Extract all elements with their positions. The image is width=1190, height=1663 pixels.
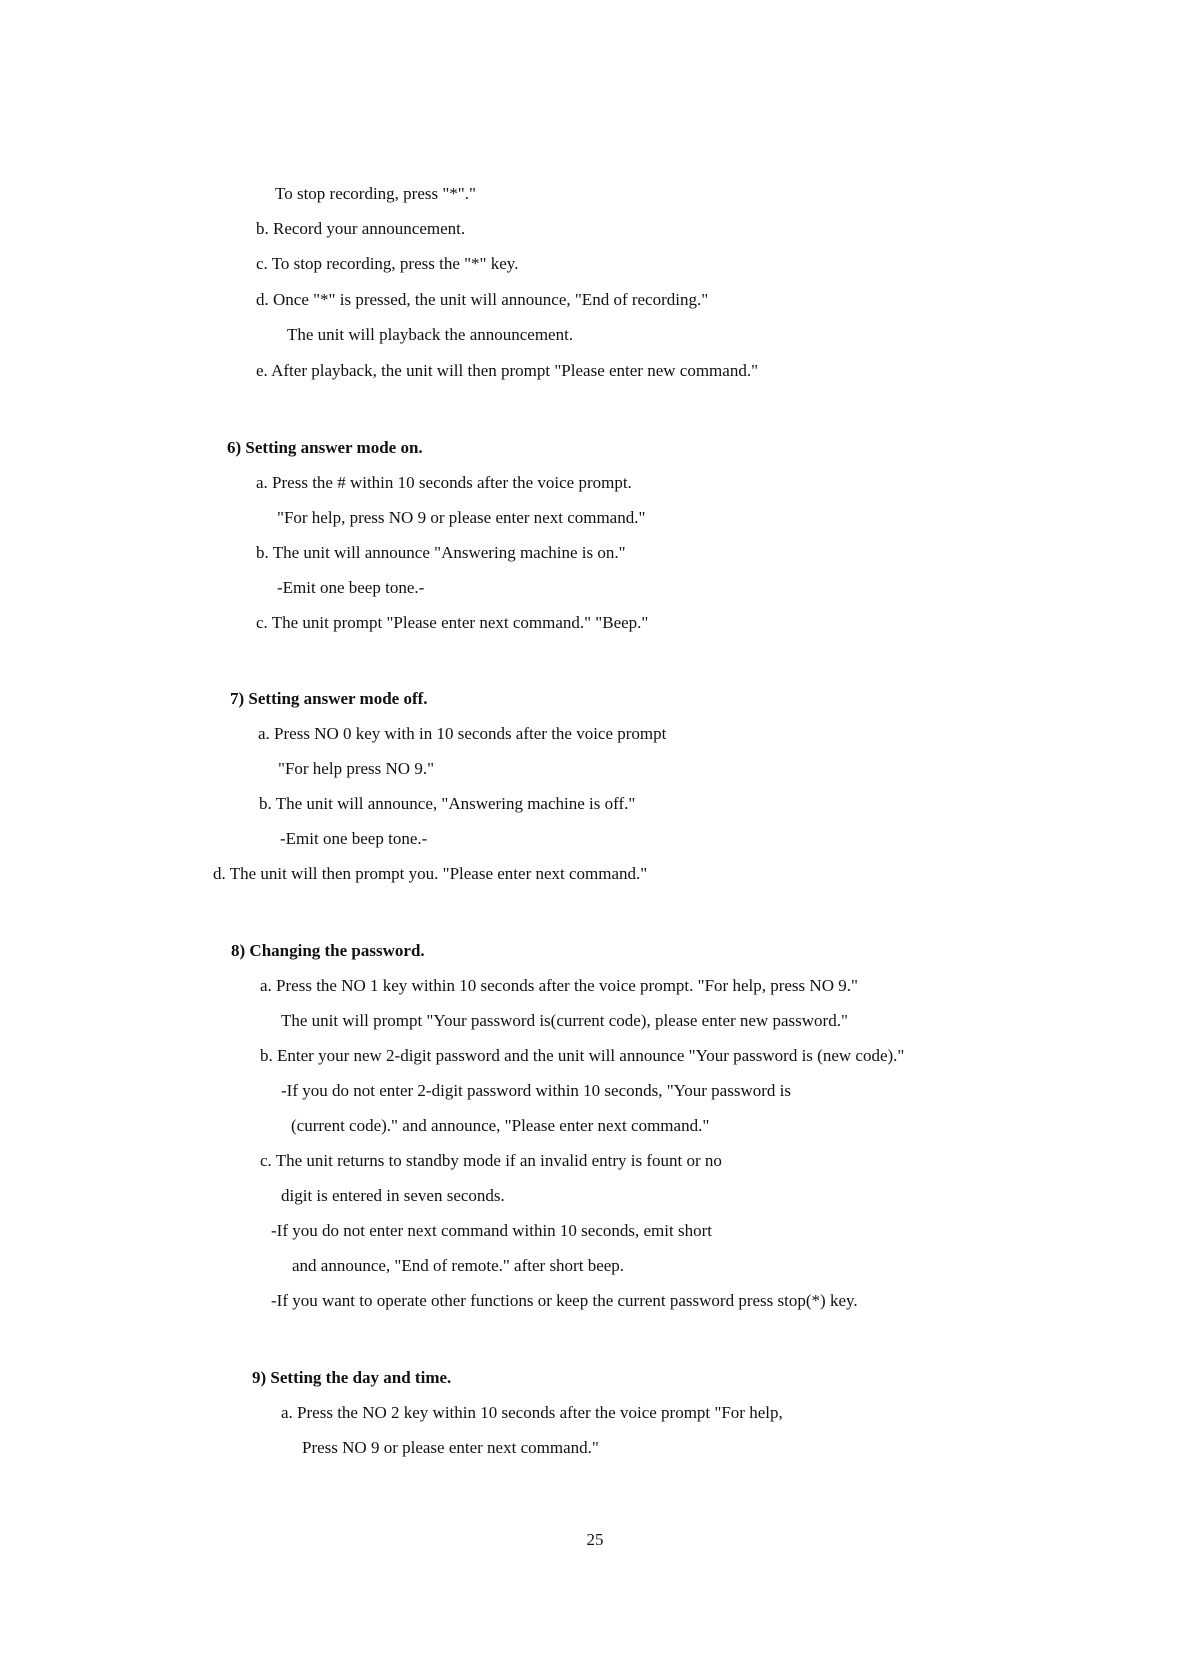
intro-line-1: To stop recording, press "*"." [275, 184, 476, 203]
section-8-item-c-cont-2: -If you do not enter next command within 10 seconds, emit short [271, 1221, 712, 1240]
section-6-item-b-cont: -Emit one beep tone.- [277, 578, 425, 597]
intro-item-b: b. Record your announcement. [256, 219, 466, 238]
section-6-item-c: c. The unit prompt "Please enter next command." "Beep." [256, 613, 649, 632]
section-6-item-a-cont: "For help, press NO 9 or please enter next command." [277, 508, 646, 527]
section-9-item-a: a. Press the NO 2 key within 10 seconds after the voice prompt "For help, [281, 1403, 783, 1422]
section-6-heading: 6) Setting answer mode on. [227, 438, 423, 457]
section-8-item-a-cont: The unit will prompt "Your password is(current code), please enter new password." [281, 1011, 848, 1030]
section-6-item-a: a. Press the # within 10 seconds after the voice prompt. [256, 473, 632, 492]
page-number: 25 [586, 1530, 604, 1549]
intro-item-d-cont: The unit will playback the announcement. [287, 325, 574, 344]
section-8-item-b: b. Enter your new 2-digit password and the unit will announce "Your password is (new code)." [260, 1046, 905, 1065]
section-8-item-c-cont-3: and announce, "End of remote." after short beep. [292, 1256, 625, 1275]
section-7-item-b: b. The unit will announce, "Answering machine is off." [259, 794, 636, 813]
section-8-item-a: a. Press the NO 1 key within 10 seconds after the voice prompt. "For help, press NO 9." [260, 976, 858, 995]
section-8-item-c-cont-1: digit is entered in seven seconds. [281, 1186, 505, 1205]
intro-item-e: e. After playback, the unit will then prompt "Please enter new command." [256, 361, 759, 380]
section-8-heading: 8) Changing the password. [231, 941, 425, 960]
section-8-item-b-cont-1: -If you do not enter 2-digit password within 10 seconds, "Your password is [281, 1081, 791, 1100]
section-7-item-b-cont: -Emit one beep tone.- [280, 829, 428, 848]
section-9-item-a-cont: Press NO 9 or please enter next command." [302, 1438, 599, 1457]
section-6-item-b: b. The unit will announce "Answering machine is on." [256, 543, 626, 562]
section-8-item-c-cont-4: -If you want to operate other functions or keep the current password press stop(*) key. [271, 1291, 858, 1310]
section-7-item-d: d. The unit will then prompt you. "Please enter next command." [213, 864, 648, 883]
intro-item-c: c. To stop recording, press the "*" key. [256, 254, 519, 273]
intro-item-d: d. Once "*" is pressed, the unit will announce, "End of recording." [256, 290, 709, 309]
section-7-item-a-cont: "For help press NO 9." [278, 759, 435, 778]
section-8-item-c: c. The unit returns to standby mode if an invalid entry is fount or no [260, 1151, 722, 1170]
section-9-heading: 9) Setting the day and time. [252, 1368, 452, 1387]
section-7-heading: 7) Setting answer mode off. [230, 689, 428, 708]
section-8-item-b-cont-2: (current code)." and announce, "Please enter next command." [291, 1116, 710, 1135]
section-7-item-a: a. Press NO 0 key with in 10 seconds after the voice prompt [258, 724, 667, 743]
